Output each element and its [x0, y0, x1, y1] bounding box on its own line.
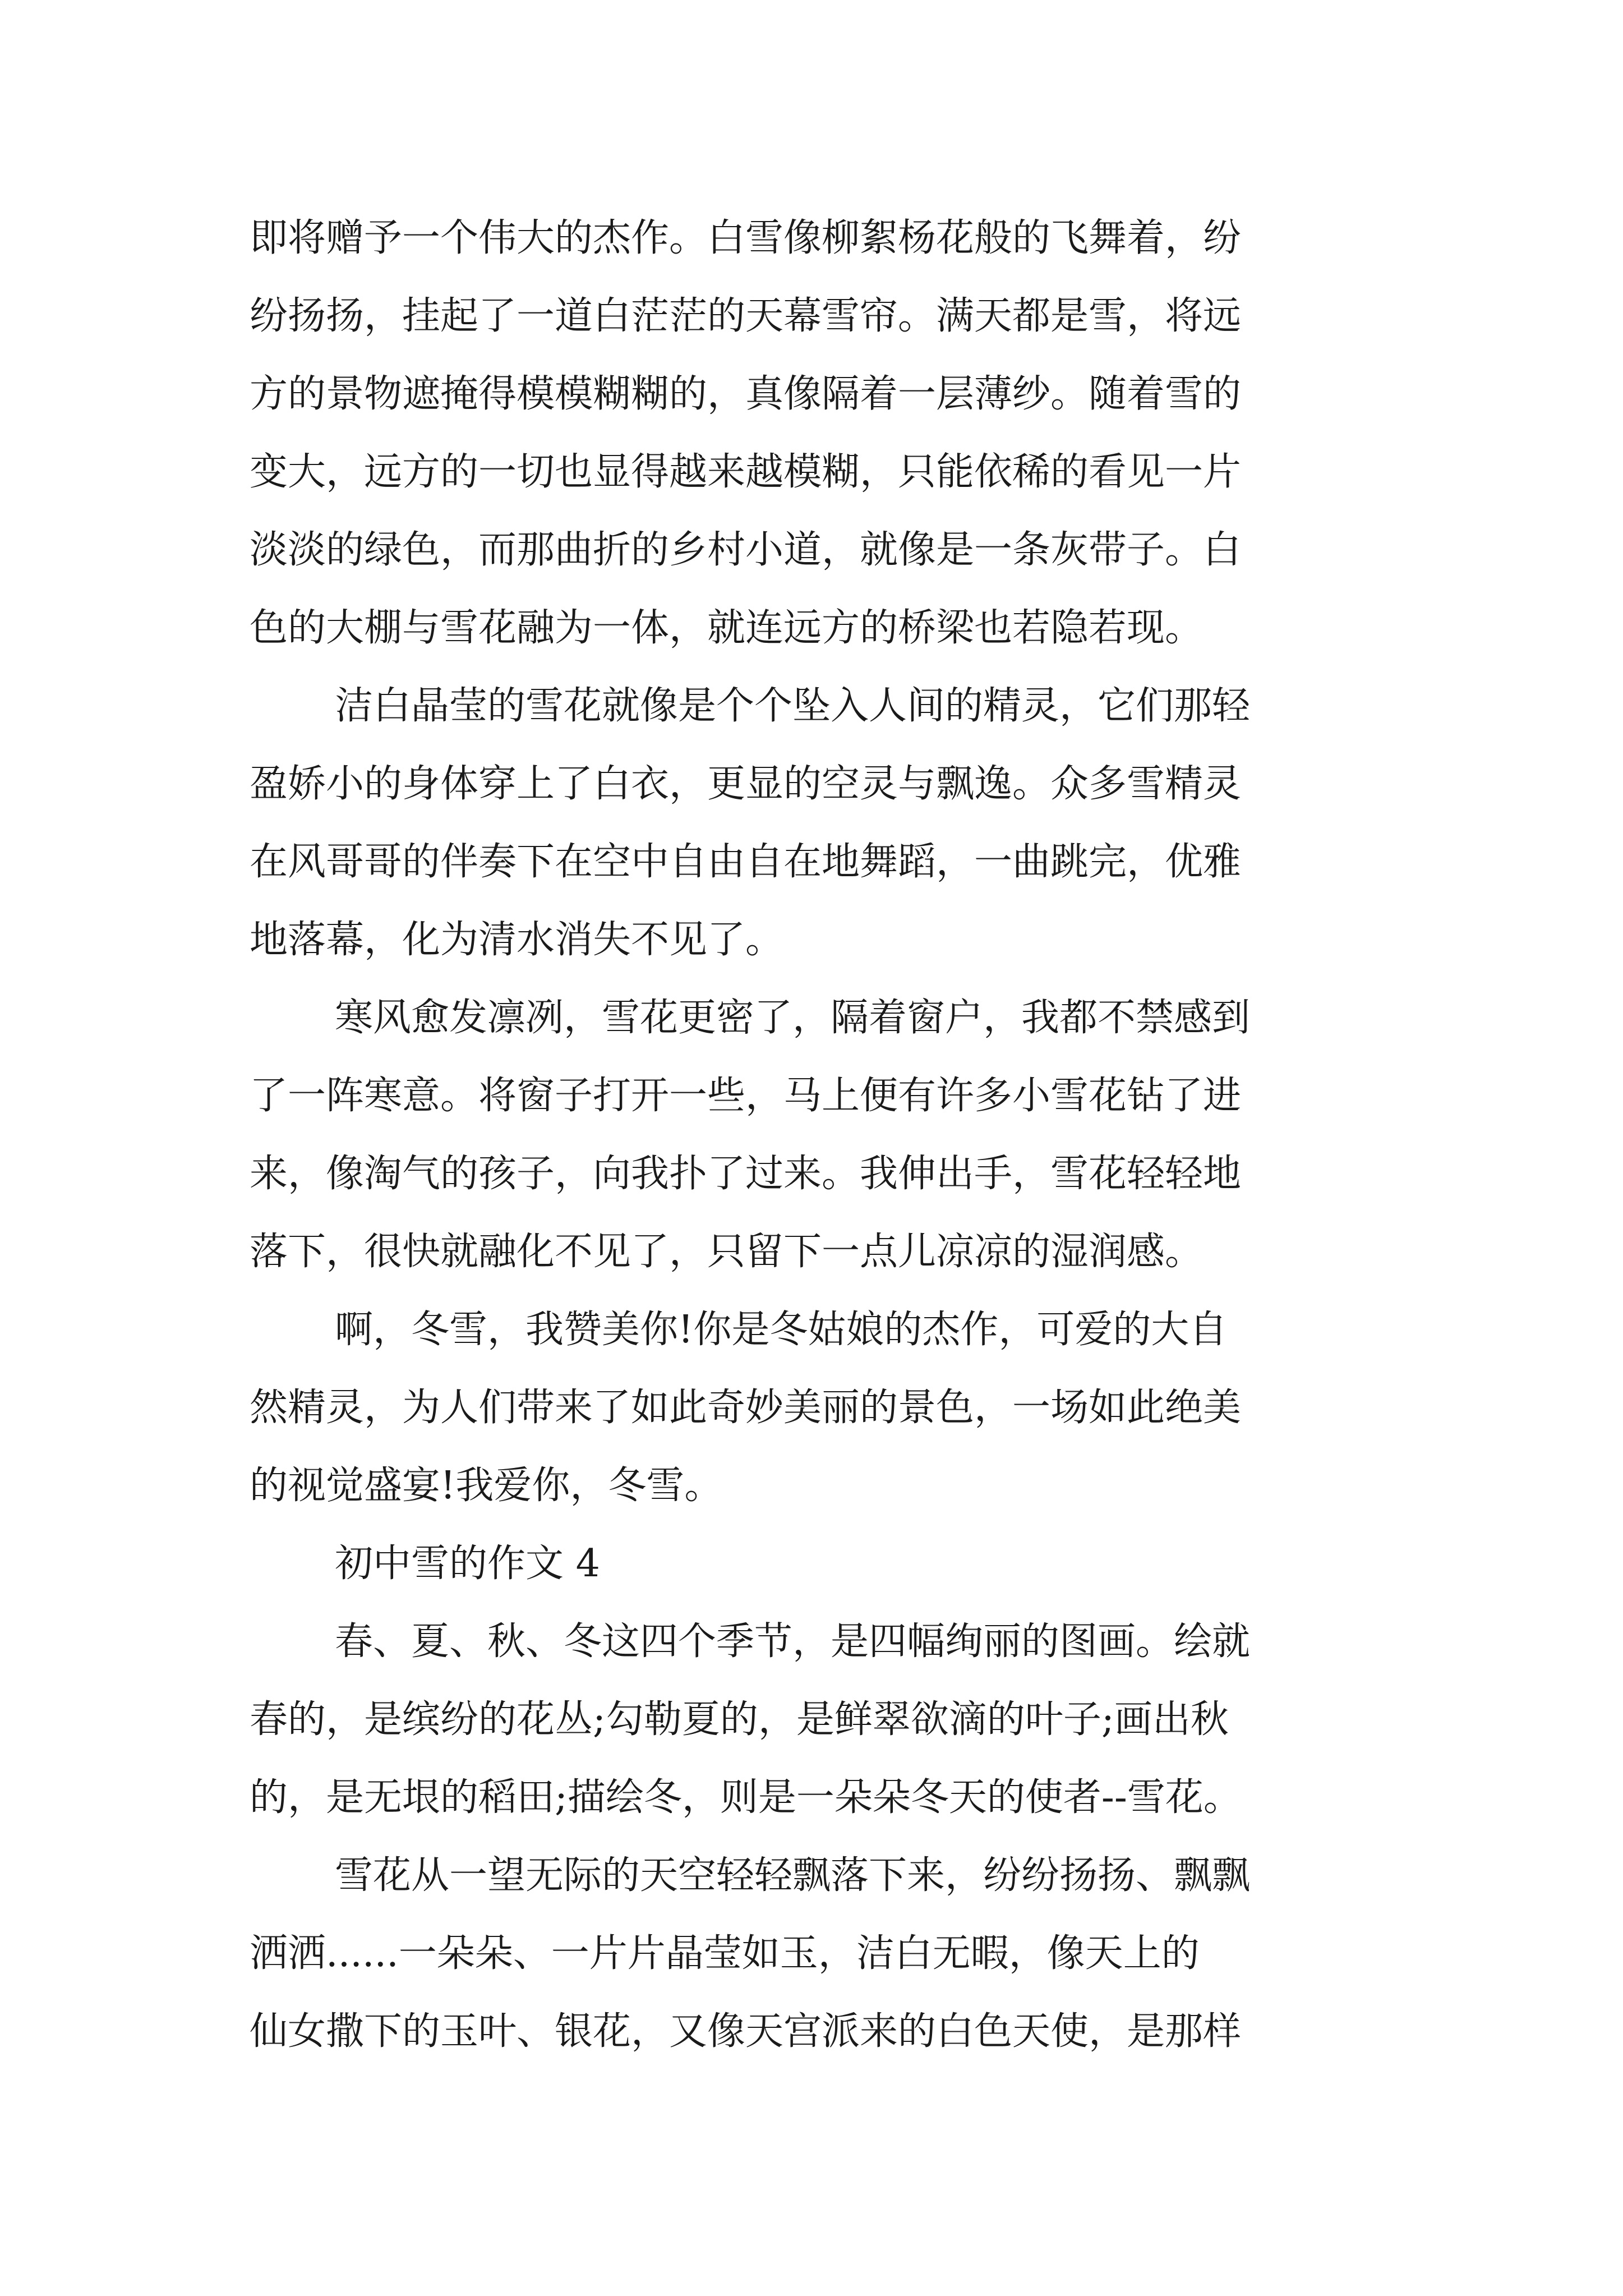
text-line: 的视觉盛宴!我爱你，冬雪。	[250, 1464, 723, 1508]
text-line: 仙女撒下的玉叶、银花，又像天宫派来的白色天使，是那样	[250, 2009, 1242, 2054]
text-line: 淡淡的绿色，而那曲折的乡村小道，就像是一条灰带子。白	[250, 528, 1242, 572]
text-line: 了一阵寒意。将窗子打开一些，马上便有许多小雪花钻了进	[250, 1074, 1242, 1118]
text-line: 方的景物遮掩得模模糊糊的，真像隔着一层薄纱。随着雪的	[250, 372, 1242, 416]
paragraph-first-line: 寒风愈发凛冽，雪花更密了，隔着窗户，我都不禁感到	[335, 996, 1251, 1040]
text-line: 即将赠予一个伟大的杰作。白雪像柳絮杨花般的飞舞着，纷	[250, 216, 1242, 260]
text-line: 春的，是缤纷的花丛;勾勒夏的，是鲜翠欲滴的叶子;画出秋	[250, 1697, 1229, 1742]
text-line: 落下，很快就融化不见了，只留下一点儿凉凉的湿润感。	[250, 1230, 1204, 1274]
section-heading: 初中雪的作文 4	[335, 1542, 600, 1586]
paragraph-first-line: 春、夏、秋、冬这四个季节，是四幅绚丽的图画。绘就	[335, 1619, 1251, 1664]
text-line: 在风哥哥的伴奏下在空中自由自在地舞蹈，一曲跳完，优雅	[250, 840, 1242, 884]
text-line: 变大，远方的一切也显得越来越模糊，只能依稀的看见一片	[250, 450, 1242, 494]
text-line: 纷扬扬，挂起了一道白茫茫的天幕雪帘。满天都是雪，将远	[250, 294, 1242, 338]
text-line: 盈娇小的身体穿上了白衣，更显的空灵与飘逸。众多雪精灵	[250, 762, 1242, 806]
text-line: 的，是无垠的稻田;描绘冬，则是一朵朵冬天的使者--雪花。	[250, 1775, 1242, 1820]
text-line: 地落幕，化为清水消失不见了。	[250, 918, 784, 962]
text-line: 洒洒......一朵朵、一片片晶莹如玉，洁白无暇，像天上的	[250, 1931, 1200, 1976]
text-line: 色的大棚与雪花融为一体，就连远方的桥梁也若隐若现。	[250, 606, 1204, 650]
essay-body	[250, 199, 1394, 2070]
text-line: 然精灵，为人们带来了如此奇妙美丽的景色，一场如此绝美	[250, 1386, 1242, 1430]
text-line: 来，像淘气的孩子，向我扑了过来。我伸出手，雪花轻轻地	[250, 1152, 1242, 1196]
paragraph-first-line: 啊，冬雪，我赞美你!你是冬姑娘的杰作，可爱的大自	[335, 1308, 1228, 1352]
paragraph-first-line: 雪花从一望无际的天空轻轻飘落下来，纷纷扬扬、飘飘	[335, 1853, 1251, 1898]
paragraph-first-line: 洁白晶莹的雪花就像是个个坠入人间的精灵，它们那轻	[335, 684, 1251, 728]
